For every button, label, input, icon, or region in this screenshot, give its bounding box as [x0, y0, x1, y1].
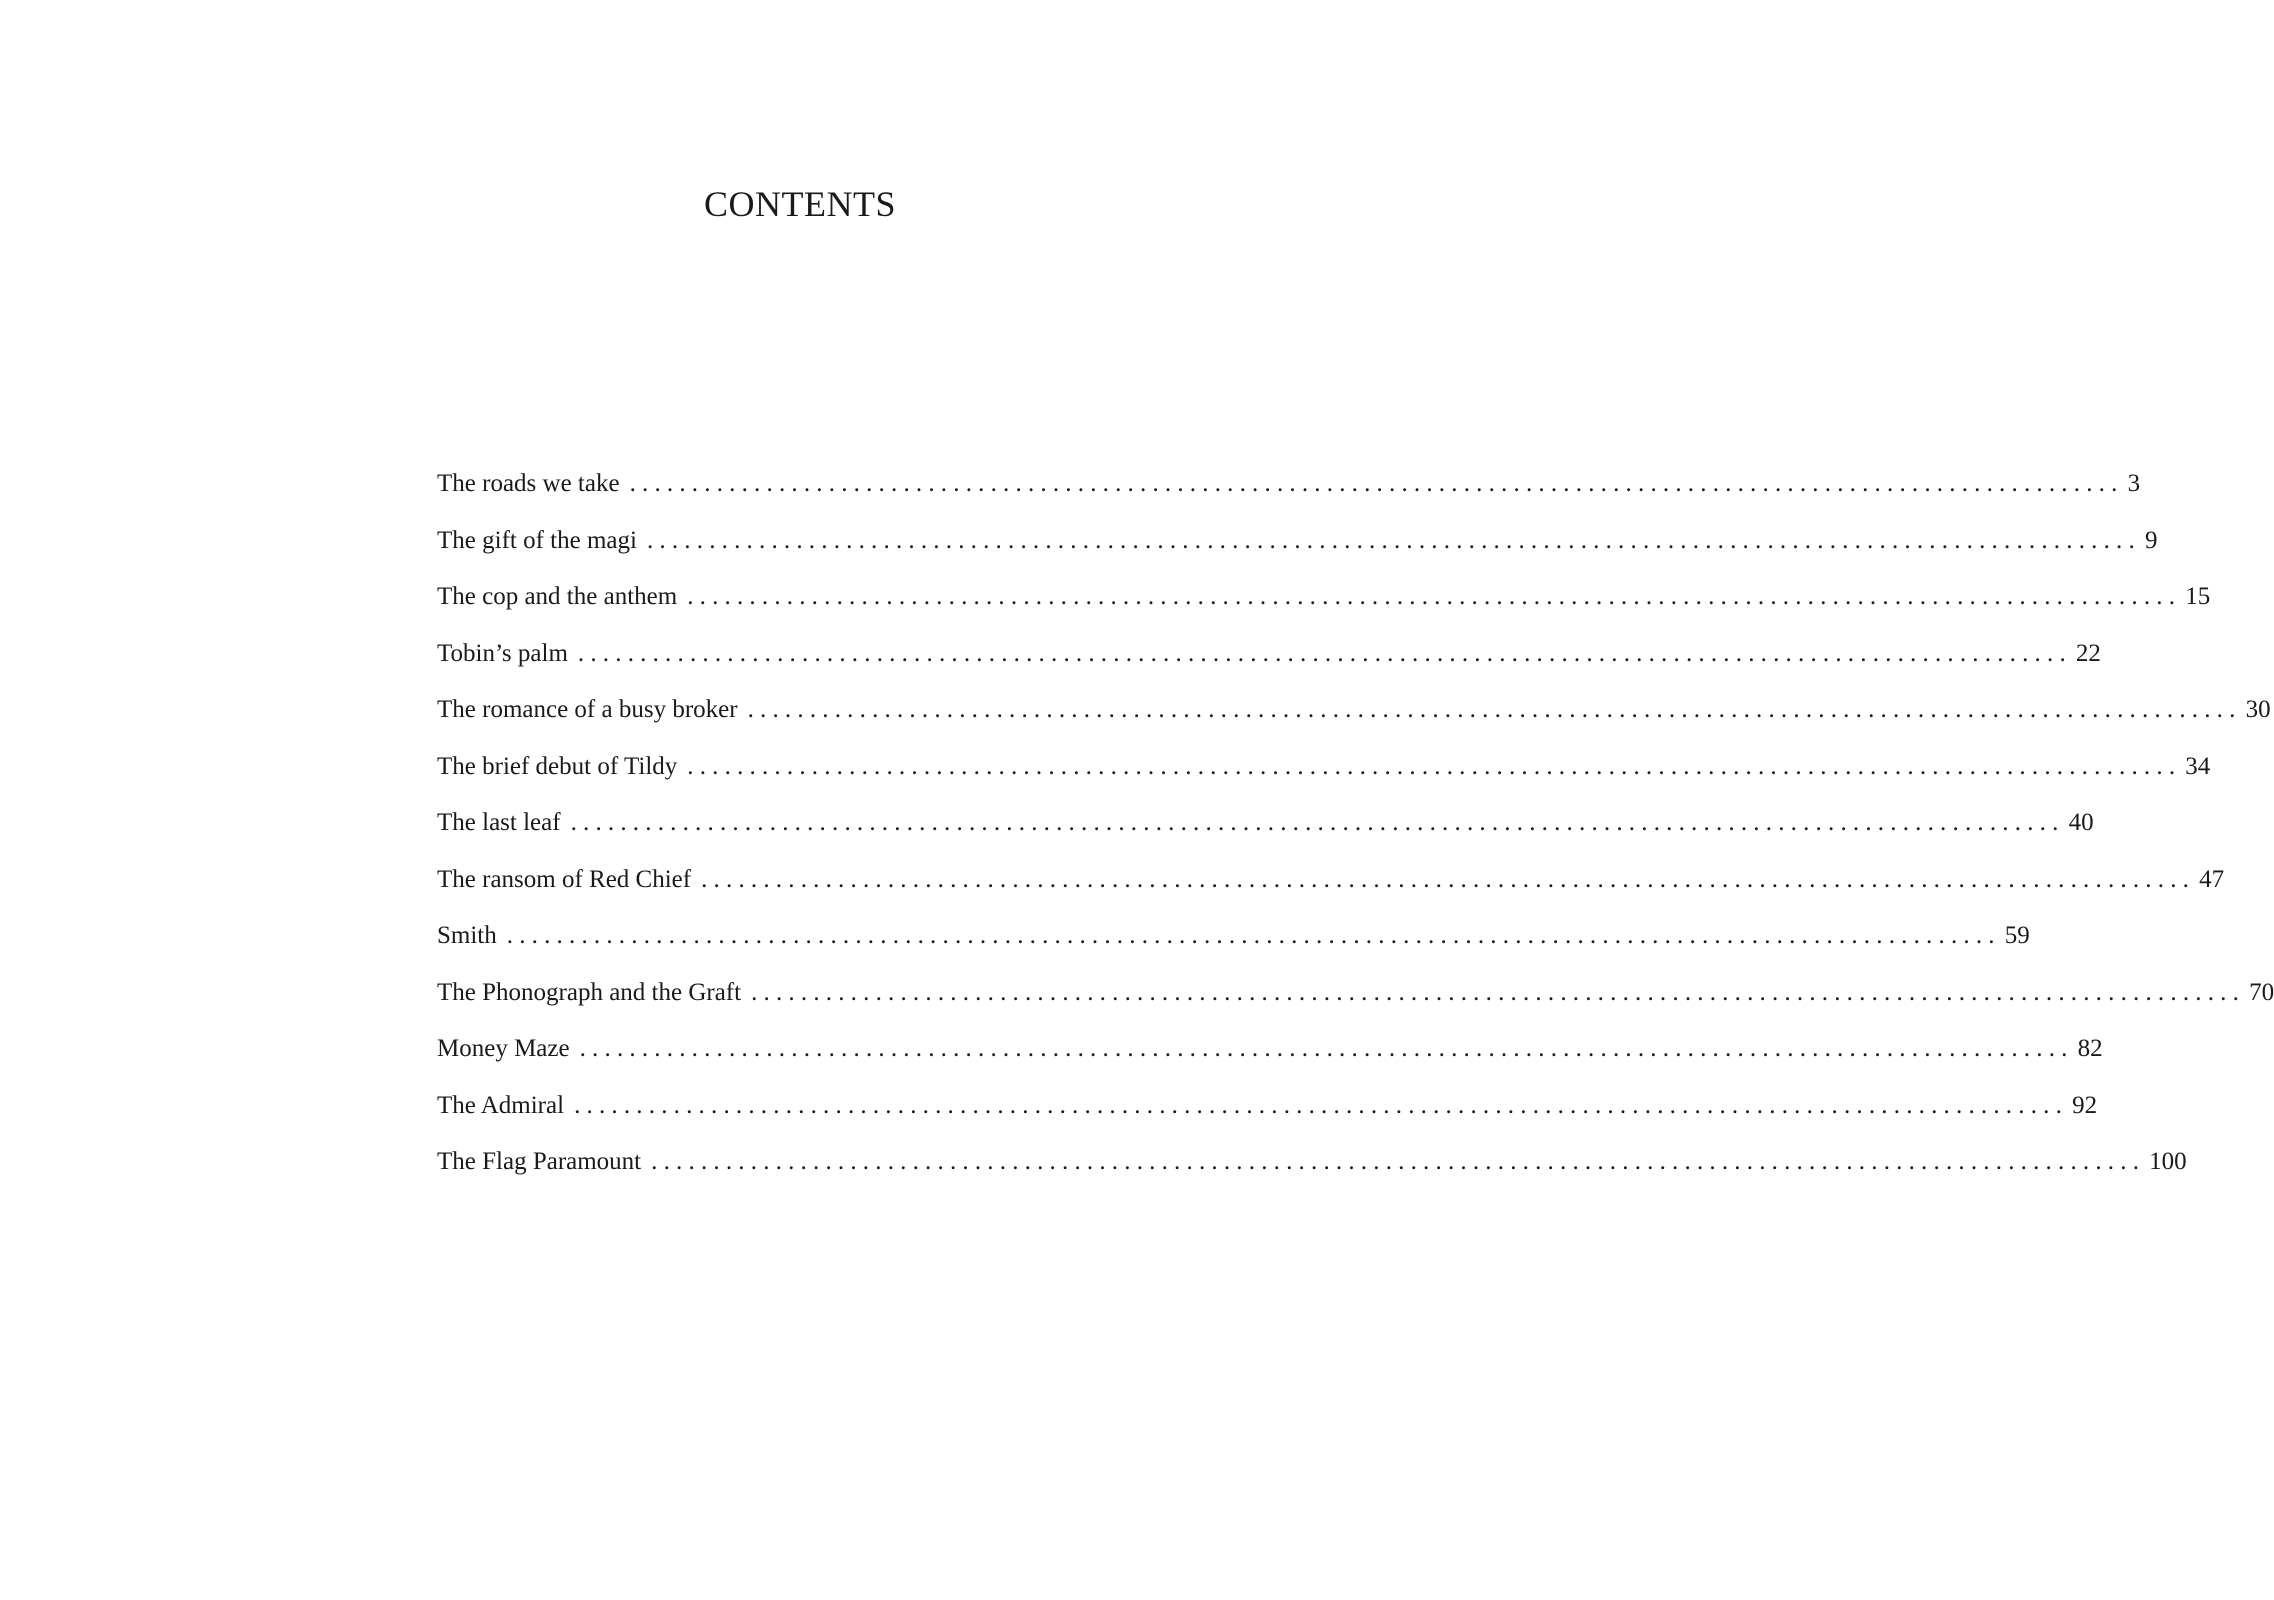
- toc-entry[interactable]: [437, 801, 2094, 858]
- toc-entry[interactable]: [437, 462, 2141, 519]
- toc-entry-page: 30: [2245, 696, 2271, 723]
- toc-entry-title: The cop and the anthem: [437, 583, 678, 610]
- toc-entry-page: 92: [2072, 1091, 2098, 1119]
- toc-entry-title: The Phonograph and the Graft: [437, 978, 742, 1006]
- toc-entry[interactable]: [437, 1140, 2187, 1197]
- toc-entry-title: Tobin’s palm: [437, 639, 568, 667]
- toc-entry[interactable]: [437, 632, 2101, 689]
- toc-entry[interactable]: [437, 745, 2211, 802]
- toc-entry-page: 47: [2199, 865, 2225, 893]
- dot-leader: ........................................................................................................................: [751, 978, 2246, 1006]
- page-title: CONTENTS: [704, 184, 896, 224]
- dot-leader: ........................................................................................................................: [747, 696, 2242, 723]
- dot-leader: ........................................................................................................................: [629, 470, 2124, 497]
- toc-entry-page: 34: [2185, 752, 2211, 780]
- toc-entry[interactable]: [437, 1084, 2098, 1141]
- toc-entry[interactable]: [437, 519, 2158, 576]
- dot-leader: ........................................................................................................................: [687, 583, 2182, 610]
- toc-entry-title: Money Maze: [437, 1035, 570, 1062]
- toc-entry-page: 70: [2249, 978, 2274, 1006]
- dot-leader: ........................................................................................................................: [701, 865, 2196, 893]
- toc-entry-title: The romance of a busy broker: [437, 696, 738, 723]
- toc-entry-page: 9: [2144, 526, 2158, 554]
- dot-leader: ........................................................................................................................: [579, 1035, 2074, 1062]
- toc-entry[interactable]: [437, 971, 2274, 1028]
- dot-leader: ........................................................................................................................: [646, 526, 2141, 554]
- table-of-contents: [437, 462, 2274, 1197]
- toc-entry[interactable]: [437, 575, 2211, 632]
- toc-entry-page: 3: [2127, 470, 2141, 497]
- toc-entry-title: The ransom of Red Chief: [437, 865, 692, 893]
- toc-entry-page: 40: [2068, 809, 2094, 836]
- toc-entry-title: The brief debut of Tildy: [437, 752, 678, 780]
- toc-entry-title: The last leaf: [437, 809, 561, 836]
- toc-entry-page: 82: [2077, 1035, 2103, 1062]
- toc-entry-title: The Flag Paramount: [437, 1148, 642, 1175]
- toc-entry[interactable]: [437, 1027, 2103, 1084]
- toc-entry-title: The gift of the magi: [437, 526, 637, 554]
- toc-entry-page: 22: [2075, 639, 2101, 667]
- toc-entry-page: 59: [2004, 922, 2030, 949]
- toc-entry[interactable]: [437, 688, 2271, 745]
- dot-leader: ........................................................................................................................: [687, 752, 2182, 780]
- dot-leader: ........................................................................................................................: [506, 922, 2001, 949]
- toc-entry-title: The Admiral: [437, 1091, 565, 1119]
- dot-leader: ........................................................................................................................: [574, 1091, 2069, 1119]
- toc-entry-page: 15: [2185, 583, 2211, 610]
- toc-entry-title: The roads we take: [437, 470, 620, 497]
- toc-entry[interactable]: [437, 858, 2225, 915]
- dot-leader: ........................................................................................................................: [651, 1148, 2146, 1175]
- toc-entry-page: 100: [2149, 1148, 2187, 1175]
- toc-entry-title: Smith: [437, 922, 497, 949]
- toc-entry[interactable]: [437, 914, 2030, 971]
- dot-leader: ........................................................................................................................: [570, 809, 2065, 836]
- dot-leader: ........................................................................................................................: [577, 639, 2072, 667]
